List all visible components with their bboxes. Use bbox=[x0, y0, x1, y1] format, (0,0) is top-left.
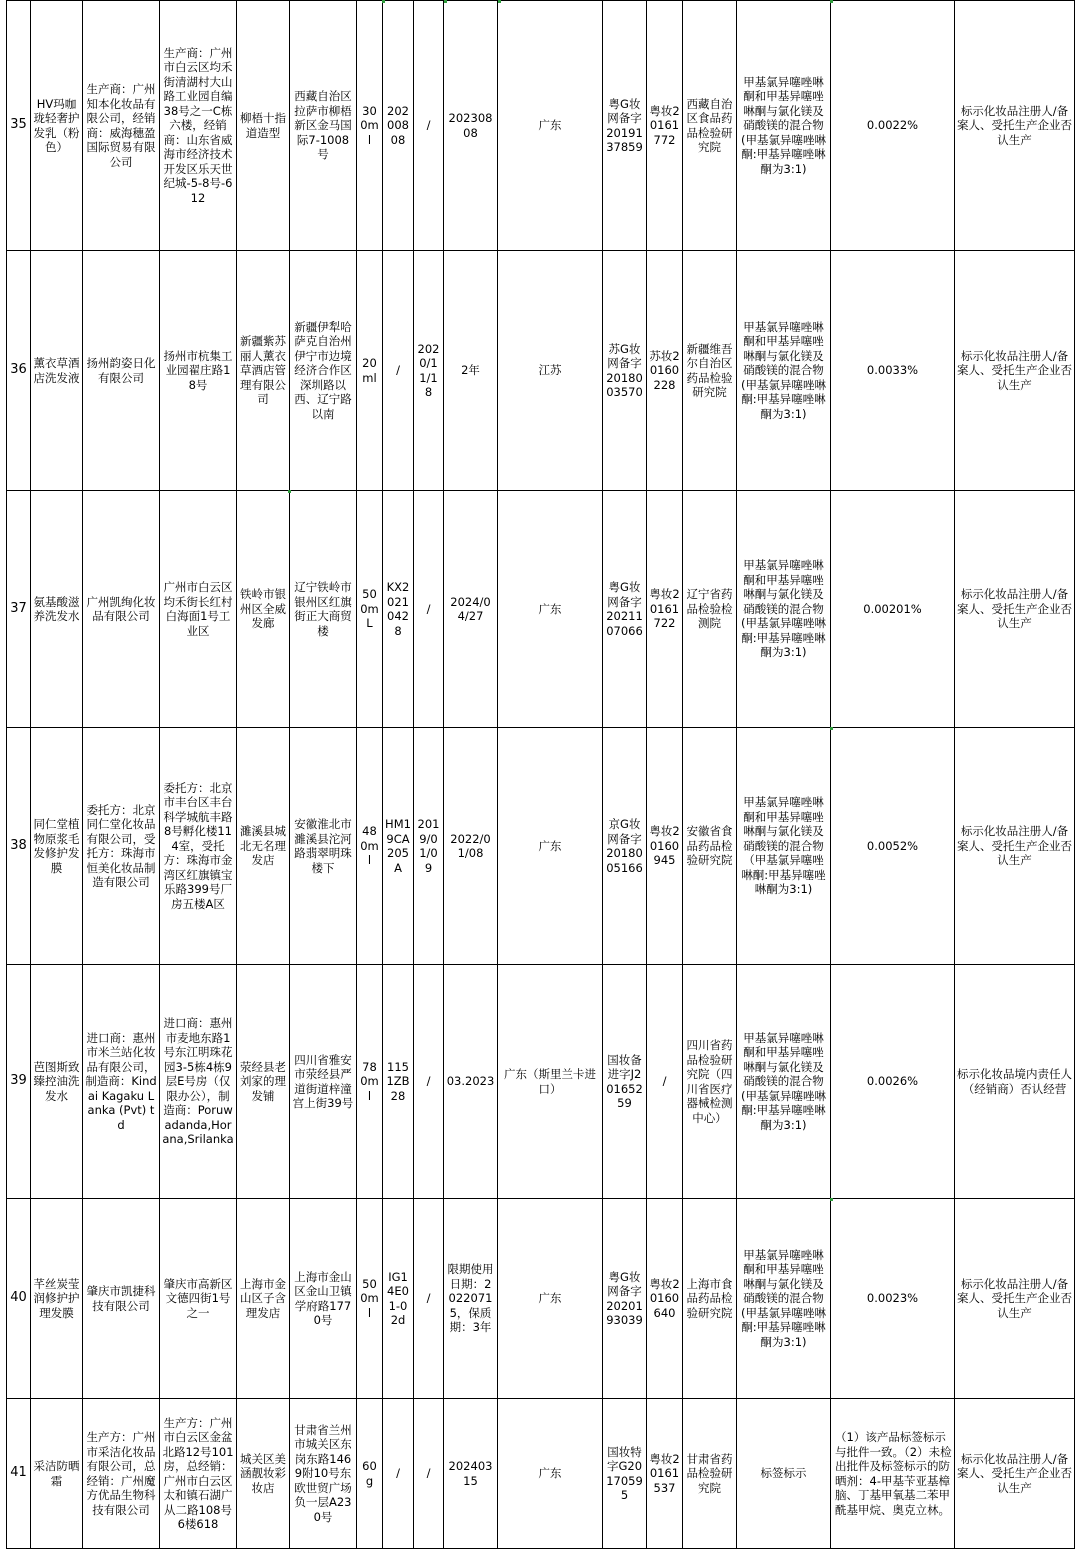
license-number: 苏G妆网备字2018003570 bbox=[603, 251, 647, 491]
table-row bbox=[7, 251, 1075, 491]
claimed-address: 委托方：北京市丰台区丰台科学城航丰路8号孵化楼114室，受托方：珠海市金湾区红旗镇宝乐路399号厂房五楼A区 bbox=[160, 728, 237, 965]
row-number: 40 bbox=[7, 1199, 31, 1399]
row-number: 38 bbox=[7, 728, 31, 965]
table-row bbox=[7, 491, 1075, 728]
production-date: / bbox=[414, 1399, 444, 1549]
table-row bbox=[7, 965, 1075, 1199]
failed-item: 甲基氯异噻唑啉酮和甲基异噻唑啉酮与氯化镁及硝酸镁的混合物(甲基氯异噻唑啉酮:甲基异噻唑啉酮为3:1) bbox=[737, 1199, 831, 1399]
claimed-company: 生产商：广州知本化妆品有限公司，经销商：威海穗盈国际贸易有限公司 bbox=[83, 1, 160, 251]
license-number: 京G妆网备字2018005166 bbox=[603, 728, 647, 965]
cell-marker-decoration bbox=[830, 1198, 833, 1201]
test-result: 0.00201% bbox=[831, 491, 955, 728]
cell-marker-decoration bbox=[498, 0, 501, 3]
product-name: 采洁防晒霜 bbox=[31, 1399, 83, 1549]
expiry-date: 限期使用日期：20220715，保质期：3年 bbox=[444, 1199, 498, 1399]
batch-number: / bbox=[383, 1399, 414, 1549]
specification: 500mL bbox=[357, 491, 383, 728]
remark: 标示化妆品注册人/备案人、受托生产企业否认生产 bbox=[955, 251, 1075, 491]
production-date: / bbox=[414, 965, 444, 1199]
cell-marker-decoration bbox=[288, 490, 291, 493]
origin: 广东 bbox=[498, 1, 603, 251]
production-license: 粤妆20161537 bbox=[647, 1399, 683, 1549]
specification: 60g bbox=[357, 1399, 383, 1549]
license-number: 国妆备进字J20165259 bbox=[603, 965, 647, 1199]
expiry-date: 20240315 bbox=[444, 1399, 498, 1549]
claimed-address: 生产商：广州市白云区均禾街清湖村大山路工业园自编38号之一C栋六楼，经销商：山东省威海市经济技术开发区乐天世纪城-5-8号-612 bbox=[160, 1, 237, 251]
failed-item: 甲基氯异噻唑啉酮和甲基异噻唑啉酮与氯化镁及硝酸镁的混合物(甲基氯异噻唑啉酮:甲基异噻唑啉酮为3:1) bbox=[737, 1, 831, 251]
claimed-address: 进口商：惠州市麦地东路1号东江明珠花园3-5栋4栋9层E号房（仅限办公），制造商：Poruwadanda,Horana,Srilanka bbox=[160, 965, 237, 1199]
claimed-address: 肇庆市高新区文德四街1号之一 bbox=[160, 1199, 237, 1399]
sampled-unit: 柳梧十指道造型 bbox=[237, 1, 290, 251]
failed-item: 甲基氯异噻唑啉酮和甲基异噻唑啉酮与氯化镁及硝酸镁的混合物(甲基氯异噻唑啉酮:甲基异噻唑啉酮为3:1) bbox=[737, 491, 831, 728]
production-license: 苏妆20160228 bbox=[647, 251, 683, 491]
batch-number: HM19CA205A bbox=[383, 728, 414, 965]
test-result: （1）该产品标签标示与批件一致。（2）未检出批件及标签标示的防晒剂：4-甲基苄亚基樟脑、丁基甲氧基二苯甲酰基甲烷、奥克立林。 bbox=[831, 1399, 955, 1549]
inspection-org: 甘肃省药品检验研究院 bbox=[683, 1399, 737, 1549]
inspection-org: 西藏自治区食品药品检验研究院 bbox=[683, 1, 737, 251]
inspection-org: 安徽省食品药品检验研究院 bbox=[683, 728, 737, 965]
expiry-date: 2022/01/08 bbox=[444, 728, 498, 965]
specification: 780ml bbox=[357, 965, 383, 1199]
claimed-company: 广州凯绚化妆品有限公司 bbox=[83, 491, 160, 728]
test-result: 0.0052% bbox=[831, 728, 955, 965]
expiry-date: 20230808 bbox=[444, 1, 498, 251]
production-date: 2019/01/09 bbox=[414, 728, 444, 965]
row-number: 37 bbox=[7, 491, 31, 728]
remark: 标示化妆品境内责任人（经销商）否认经营 bbox=[955, 965, 1075, 1199]
sampled-unit: 城关区美涵靓妆彩妆店 bbox=[237, 1399, 290, 1549]
sampled-unit: 铁岭市银州区全威发廊 bbox=[237, 491, 290, 728]
batch-number: IG14E01-02d bbox=[383, 1199, 414, 1399]
batch-number: 20200808 bbox=[383, 1, 414, 251]
sampled-address: 辽宁铁岭市银州区红旗街正大商贸楼 bbox=[290, 491, 357, 728]
claimed-address: 生产方：广州市白云区金盆北路12号101房，总经销：广州市白云区太和镇石湖广从二路108号6楼618 bbox=[160, 1399, 237, 1549]
license-number: 粤G妆网备字2019137859 bbox=[603, 1, 647, 251]
test-result: 0.0026% bbox=[831, 965, 955, 1199]
row-number: 41 bbox=[7, 1399, 31, 1549]
claimed-company: 肇庆市凯捷科技有限公司 bbox=[83, 1199, 160, 1399]
sampled-unit: 濉溪县城北无名理发店 bbox=[237, 728, 290, 965]
license-number: 粤G妆网备字2021107066 bbox=[603, 491, 647, 728]
product-name: 同仁堂植物原浆毛发修护发膜 bbox=[31, 728, 83, 965]
remark: 标示化妆品注册人/备案人、受托生产企业否认生产 bbox=[955, 491, 1075, 728]
inspection-org: 辽宁省药品检验检测院 bbox=[683, 491, 737, 728]
claimed-address: 扬州市杭集工业园翟庄路18号 bbox=[160, 251, 237, 491]
expiry-date: 2年 bbox=[444, 251, 498, 491]
expiry-date: 2024/04/27 bbox=[444, 491, 498, 728]
batch-number: / bbox=[383, 251, 414, 491]
origin: 广东 bbox=[498, 491, 603, 728]
table-row bbox=[7, 1, 1075, 251]
inspection-org: 新疆维吾尔自治区药品检验研究院 bbox=[683, 251, 737, 491]
production-license: 粤妆20160640 bbox=[647, 1199, 683, 1399]
production-license: 粤妆20161772 bbox=[647, 1, 683, 251]
sampled-address: 甘肃省兰州市城关区东岗东路1469附10号东欧世贸广场负一层A230号 bbox=[290, 1399, 357, 1549]
sampled-address: 安徽淮北市濉溪县沱河路翡翠明珠楼下 bbox=[290, 728, 357, 965]
origin: 广东（斯里兰卡进口） bbox=[498, 965, 603, 1199]
origin: 广东 bbox=[498, 728, 603, 965]
test-result: 0.0022% bbox=[831, 1, 955, 251]
origin: 广东 bbox=[498, 1199, 603, 1399]
specification: 20ml bbox=[357, 251, 383, 491]
claimed-address: 广州市白云区均禾街长红村白海面1号工业区 bbox=[160, 491, 237, 728]
production-date: / bbox=[414, 491, 444, 728]
production-date: / bbox=[414, 1, 444, 251]
table-row bbox=[7, 1199, 1075, 1399]
product-name: 薰衣草酒店洗发液 bbox=[31, 251, 83, 491]
batch-number: KX20210428 bbox=[383, 491, 414, 728]
specification: 480ml bbox=[357, 728, 383, 965]
row-number: 39 bbox=[7, 965, 31, 1199]
table-row bbox=[7, 1399, 1075, 1549]
specification: 500ml bbox=[357, 1199, 383, 1399]
production-license: 粤妆20161722 bbox=[647, 491, 683, 728]
failed-item: 标签标示 bbox=[737, 1399, 831, 1549]
failed-item: 甲基氯异噻唑啉酮和甲基异噻唑啉酮与氯化镁及硝酸镁的混合物(甲基氯异噻唑啉酮:甲基异噻唑啉酮为3:1) bbox=[737, 965, 831, 1199]
sampled-unit: 上海市金山区子含理发店 bbox=[237, 1199, 290, 1399]
origin: 江苏 bbox=[498, 251, 603, 491]
product-name: 芭图斯致臻控油洗发水 bbox=[31, 965, 83, 1199]
row-number: 35 bbox=[7, 1, 31, 251]
test-result: 0.0033% bbox=[831, 251, 955, 491]
remark: 标示化妆品注册人/备案人、受托生产企业否认生产 bbox=[955, 1399, 1075, 1549]
production-license: 粤妆20160945 bbox=[647, 728, 683, 965]
claimed-company: 进口商：惠州市米兰站化妆品有限公司，制造商：Kindai Kagaku Lanka (Pvt) td bbox=[83, 965, 160, 1199]
sampled-unit: 荥经县老刘家的理发铺 bbox=[237, 965, 290, 1199]
license-number: 国妆特字G20170595 bbox=[603, 1399, 647, 1549]
batch-number: 1151ZB28 bbox=[383, 965, 414, 1199]
claimed-company: 委托方：北京同仁堂化妆品有限公司，受托方：珠海市恒美化妆品制造有限公司 bbox=[83, 728, 160, 965]
sampled-address: 上海市金山区金山卫镇学府路1770号 bbox=[290, 1199, 357, 1399]
inspection-org: 上海市食品药品检验研究院 bbox=[683, 1199, 737, 1399]
product-name: 芊丝炭莹润修护护理发膜 bbox=[31, 1199, 83, 1399]
sampled-address: 新疆伊犁哈萨克自治州伊宁市边境经济合作区深圳路以西、辽宁路以南 bbox=[290, 251, 357, 491]
remark: 标示化妆品注册人/备案人、受托生产企业否认生产 bbox=[955, 728, 1075, 965]
claimed-company: 扬州韵姿日化有限公司 bbox=[83, 251, 160, 491]
inspection-org: 四川省药品检验研究院（四川省医疗器械检测中心） bbox=[683, 965, 737, 1199]
remark: 标示化妆品注册人/备案人、受托生产企业否认生产 bbox=[955, 1199, 1075, 1399]
product-name: 氨基酸滋养洗发水 bbox=[31, 491, 83, 728]
table-row bbox=[7, 728, 1075, 965]
cell-marker-decoration bbox=[444, 0, 447, 3]
remark: 标示化妆品注册人/备案人、受托生产企业否认生产 bbox=[955, 1, 1075, 251]
sampled-unit: 新疆紫苏丽人薰衣草酒店管理有限公司 bbox=[237, 251, 290, 491]
cell-marker-decoration bbox=[830, 727, 833, 730]
license-number: 粤G妆网备字2020193039 bbox=[603, 1199, 647, 1399]
claimed-company: 生产方：广州市采洁化妆品有限公司，总经销：广州魔方优品生物科技有限公司 bbox=[83, 1399, 160, 1549]
sampled-address: 西藏自治区拉萨市柳梧新区金马国际7-1008号 bbox=[290, 1, 357, 251]
cell-marker-decoration bbox=[382, 0, 385, 3]
origin: 广东 bbox=[498, 1399, 603, 1549]
test-result: 0.0023% bbox=[831, 1199, 955, 1399]
production-date: / bbox=[414, 1199, 444, 1399]
unqualified-products-table bbox=[6, 0, 1075, 1549]
specification: 300ml bbox=[357, 1, 383, 251]
expiry-date: 03.2023 bbox=[444, 965, 498, 1199]
product-name: HV玛咖珑轻奢护发乳（粉色） bbox=[31, 1, 83, 251]
production-license: / bbox=[647, 965, 683, 1199]
failed-item: 甲基氯异噻唑啉酮和甲基异噻唑啉酮与氯化镁及硝酸镁的混合物（甲基氯异噻唑啉酮:甲基异噻唑啉酮为3:1) bbox=[737, 728, 831, 965]
cell-marker-decoration bbox=[830, 0, 833, 3]
row-number: 36 bbox=[7, 251, 31, 491]
production-date: 2020/11/18 bbox=[414, 251, 444, 491]
failed-item: 甲基氯异噻唑啉酮和甲基异噻唑啉酮与氯化镁及硝酸镁的混合物(甲基氯异噻唑啉酮:甲基异噻唑啉酮为3:1) bbox=[737, 251, 831, 491]
sampled-address: 四川省雅安市荥经县严道街道梓潼宫上街39号 bbox=[290, 965, 357, 1199]
